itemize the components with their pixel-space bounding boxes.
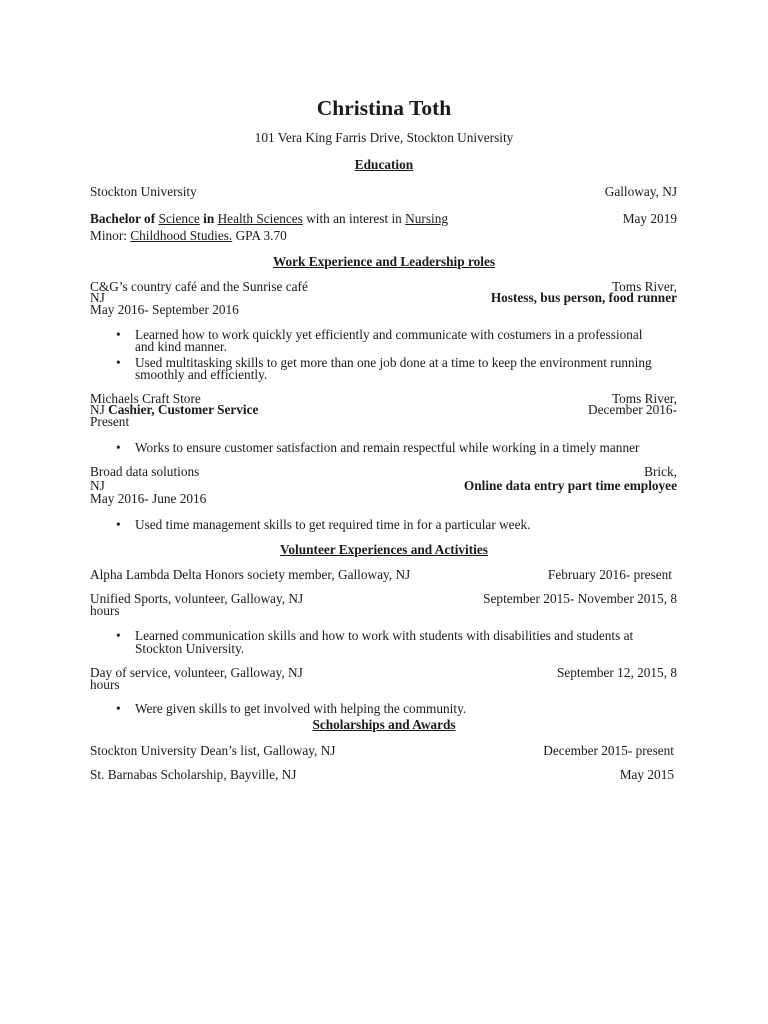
degree-prefix: Bachelor of — [90, 211, 156, 226]
volunteer-item: Day of service, volunteer, Galloway, NJ — [90, 665, 303, 680]
bullet-text-cont: and kind manner. — [135, 339, 227, 354]
bullet-icon: • — [116, 517, 121, 532]
job-title: Hostess, bus person, food runner — [490, 290, 677, 305]
volunteer-item: Alpha Lambda Delta Honors society member, Galloway, NJ — [90, 567, 411, 582]
school-location: Galloway, NJ — [604, 184, 677, 199]
bullet-icon: • — [116, 701, 121, 716]
job-location-cont: NJ — [90, 290, 105, 305]
award-item: Stockton University Dean’s list, Galloway, NJ — [90, 743, 336, 758]
bullet-text: Used multitasking skills to get more than one job done at a time to keep the environment running — [135, 355, 652, 370]
bullet-text-cont: smoothly and efficiently. — [135, 367, 268, 382]
job-location: Toms River, — [611, 279, 677, 294]
job-title: Cashier, Customer Service — [108, 402, 259, 417]
job-location: Brick, — [644, 464, 677, 479]
volunteer-dates: September 12, 2015, 8 — [556, 665, 677, 680]
job-dates: December 2016- — [588, 402, 677, 417]
school-name: Stockton University — [90, 184, 197, 199]
degree-line — [90, 212, 448, 226]
volunteer-dates-cont: hours — [90, 677, 120, 692]
bullet-text: Learned communication skills and how to work with students with disabilities and students at — [135, 628, 634, 643]
work-heading: Work Experience and Leadership roles — [272, 254, 496, 269]
degree-field: Science — [158, 211, 200, 226]
job-employer: Broad data solutions — [90, 464, 200, 479]
job-dates: May 2016- September 2016 — [90, 302, 239, 317]
bullet-text: Used time management skills to get required time in for a particular week. — [135, 517, 531, 532]
bullet-icon: • — [116, 327, 121, 342]
award-dates: May 2015 — [619, 767, 674, 782]
job-employer: C&G’s country café and the Sunrise café — [90, 279, 308, 294]
job-location-cont: NJ — [90, 402, 105, 417]
minor-line — [90, 229, 287, 243]
minor-value: Childhood Studies. — [130, 228, 233, 243]
bullet-text: Were given skills to get involved with helping the community. — [135, 701, 467, 716]
degree-in: in — [203, 211, 215, 226]
job-dates-cont: Present — [90, 414, 130, 429]
volunteer-dates: September 2015- November 2015, 8 — [483, 591, 677, 606]
job-dates: May 2016- June 2016 — [90, 491, 207, 506]
degree-interest-text: with an interest in — [306, 211, 402, 226]
bullet-icon: • — [116, 628, 121, 643]
award-item: St. Barnabas Scholarship, Bayville, NJ — [90, 767, 297, 782]
awards-heading: Scholarships and Awards — [312, 717, 456, 732]
bullet-text: Works to ensure customer satisfaction and remain respectful while working in a timely manner — [135, 440, 640, 455]
degree-interest: Nursing — [405, 211, 449, 226]
volunteer-heading: Volunteer Experiences and Activities — [280, 542, 488, 557]
award-dates: December 2015- present — [543, 743, 674, 758]
address: 101 Vera King Farris Drive, Stockton University — [254, 130, 514, 145]
volunteer-item: Unified Sports, volunteer, Galloway, NJ — [90, 591, 304, 606]
bullet-text-cont: Stockton University. — [135, 641, 245, 656]
degree-major: Health Sciences — [217, 211, 303, 226]
education-heading: Education — [354, 157, 414, 172]
bullet-text: Learned how to work quickly yet efficiently and communicate with costumers in a professional — [135, 327, 643, 342]
volunteer-dates-cont: hours — [90, 603, 120, 618]
degree-date: May 2019 — [622, 211, 677, 226]
bullet-icon: • — [116, 440, 121, 455]
resume-name: Christina Toth — [316, 96, 452, 120]
job-title: Online data entry part time employee — [463, 478, 677, 493]
job-location-cont: NJ — [90, 478, 105, 493]
job-location: Toms River, — [611, 391, 677, 406]
minor-label: Minor: — [90, 228, 127, 243]
volunteer-dates: February 2016- present — [547, 567, 672, 582]
gpa: GPA 3.70 — [235, 228, 287, 243]
job-employer: Michaels Craft Store — [90, 391, 201, 406]
bullet-icon: • — [116, 355, 121, 370]
